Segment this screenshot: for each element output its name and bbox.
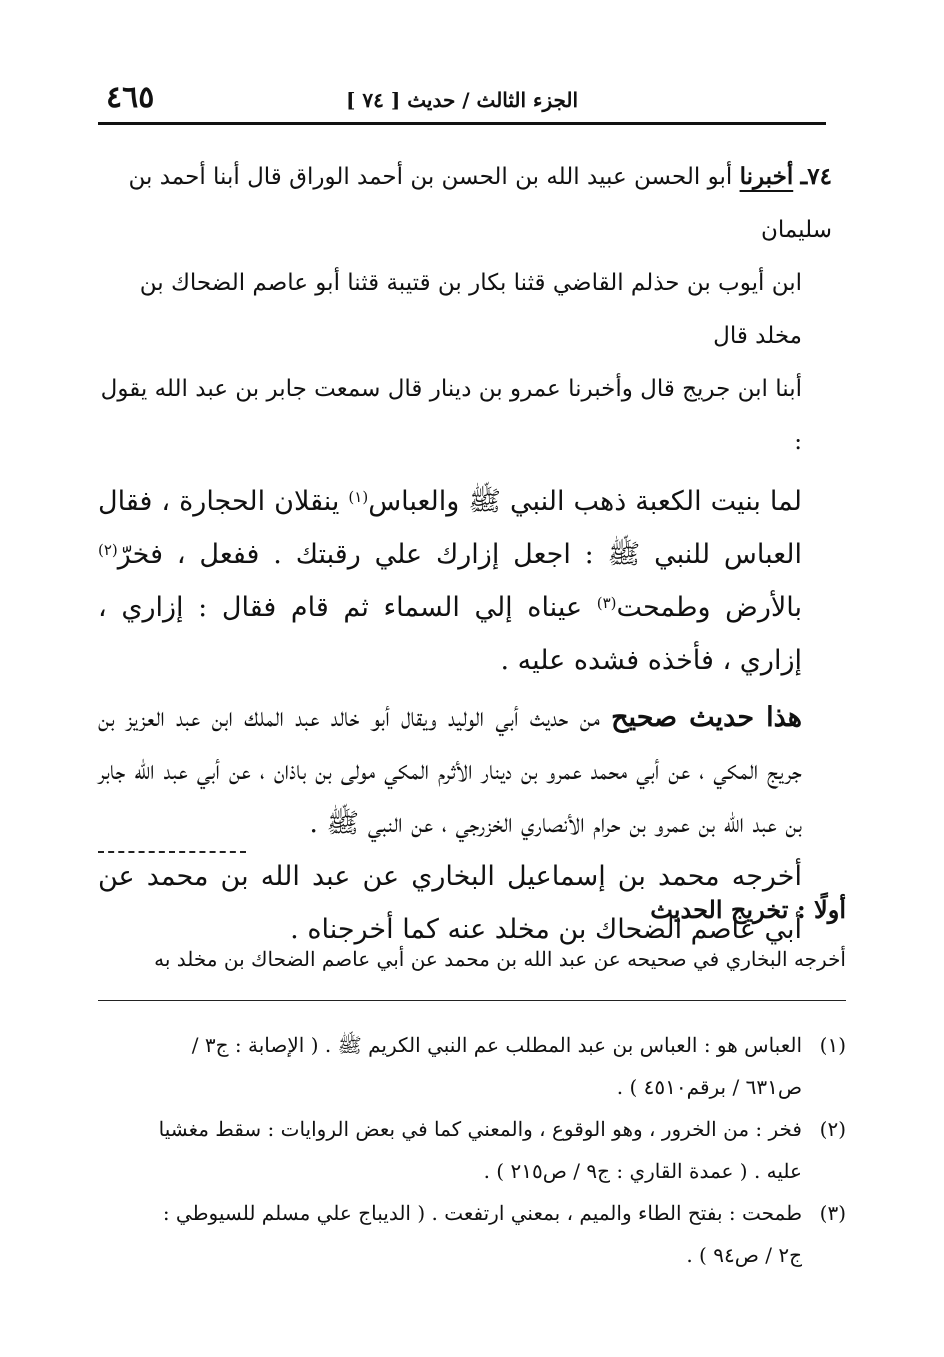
grading-bold: هذا حديث صحيح — [611, 702, 802, 733]
page-header — [98, 78, 826, 125]
footnote-line: العباس هو : العباس بن عبد المطلب عم النبي الكريم ﷺ . ( الإصابة : ج٣ / — [191, 1033, 802, 1057]
footnote-number: (٣) — [819, 1201, 846, 1225]
running-title: الجزء الثالث / حديث [ ٧٤ ] — [345, 88, 579, 112]
isnad-text-1: أبو الحسن عبيد الله بن الحسن بن أحمد الوراق قال أبنا أحمد بن سليمان — [128, 164, 832, 243]
isnad-line-3: أبنا ابن جريج قال وأخبرنا عمرو بن دينار قال سمعت جابر بن عبد الله يقول : — [100, 376, 802, 455]
isnad — [98, 150, 832, 469]
footnote-line: ج٢ / ص٩٤ ) . — [686, 1243, 802, 1267]
footnote-2 — [86, 1108, 846, 1192]
footnote-3 — [86, 1192, 846, 1276]
isnad-line-1 — [98, 150, 832, 257]
isnad-opening: أخبرنا — [739, 163, 794, 190]
footnote-rule — [98, 1000, 846, 1001]
takhrij-section — [98, 890, 846, 976]
grading-text: هذا حديث صحيح من حديث أبي الوليد ويقال أبو خالد عبد الملك ابن عبد العزيز بن جريج المكي ، عن أبي محمد عمرو بن دينار الأثرم المكي مولى بن باذان ، عن أبي عبد الله جابر بن عبد الله بن عمرو بن حرام الأنصاري الخزرجي ، عن النبي ﷺ . — [98, 702, 802, 839]
takhrij-text: أخرجه البخاري في صحيحه عن عبد الله بن محمد عن أبي عاصم الضحاك بن مخلد به — [154, 947, 846, 971]
matn — [98, 475, 826, 956]
takhrij-inline: أخرجه محمد بن إسماعيل البخاري عن عبد الله بن محمد عن أبي عاصم الضحاك بن مخلد عنه كما أخرجناه . — [98, 861, 802, 945]
footnote-number: (٢) — [819, 1117, 846, 1141]
footnote-line: ص٦٣١ / برقم٤٥١٠ ) . — [616, 1075, 802, 1099]
footnote-line: طمحت : بفتح الطاء والميم ، بمعني ارتفعت . ( الديباج علي مسلم للسيوطي : — [162, 1201, 802, 1225]
footnote-marker-2: (٢) — [98, 541, 118, 559]
footnote-number: (١) — [819, 1033, 846, 1057]
footnote-marker-3: (٣) — [596, 594, 617, 612]
footnote-1 — [86, 1024, 846, 1108]
footnote-line: فخر : من الخرور ، وهو الوقوع ، والمعني كما في بعض الروايات : سقط مغشيا — [158, 1117, 802, 1141]
isnad-line-2: ابن أيوب بن حذلم القاضي قثنا بكار بن قتيبة قثنا أبو عاصم الضحاك بن مخلد قال — [139, 270, 802, 349]
footnote-line: عليه . ( عمدة القاري : ج٩ / ص٢١٥ ) . — [483, 1159, 802, 1183]
page-number: ٤٦٥ — [106, 80, 155, 115]
matn-text: لما بنيت الكعبة ذهب النبي ﷺ والعباس$^{(١)}$ ينقلان الحجارة ، فقال العباس للنبي ﷺ : اجعل إزارك علي رقبتك . ففعل ، فخرّ$^{(٢)}$ بالأرض وطمحت$^{(٣)}$ عيناه إلي السماء ثم قام فقال : إزاري ، إزاري ، فأخذه فشده عليه . — [98, 486, 803, 676]
hadith-body — [98, 150, 832, 956]
takhrij-heading: أولًا : تخريج الحديث — [650, 895, 846, 924]
hadith-number: ٧٤ـ — [800, 163, 832, 190]
dashed-divider — [98, 851, 246, 853]
footnotes — [86, 1024, 846, 1276]
footnote-marker-1: (١) — [348, 488, 369, 506]
